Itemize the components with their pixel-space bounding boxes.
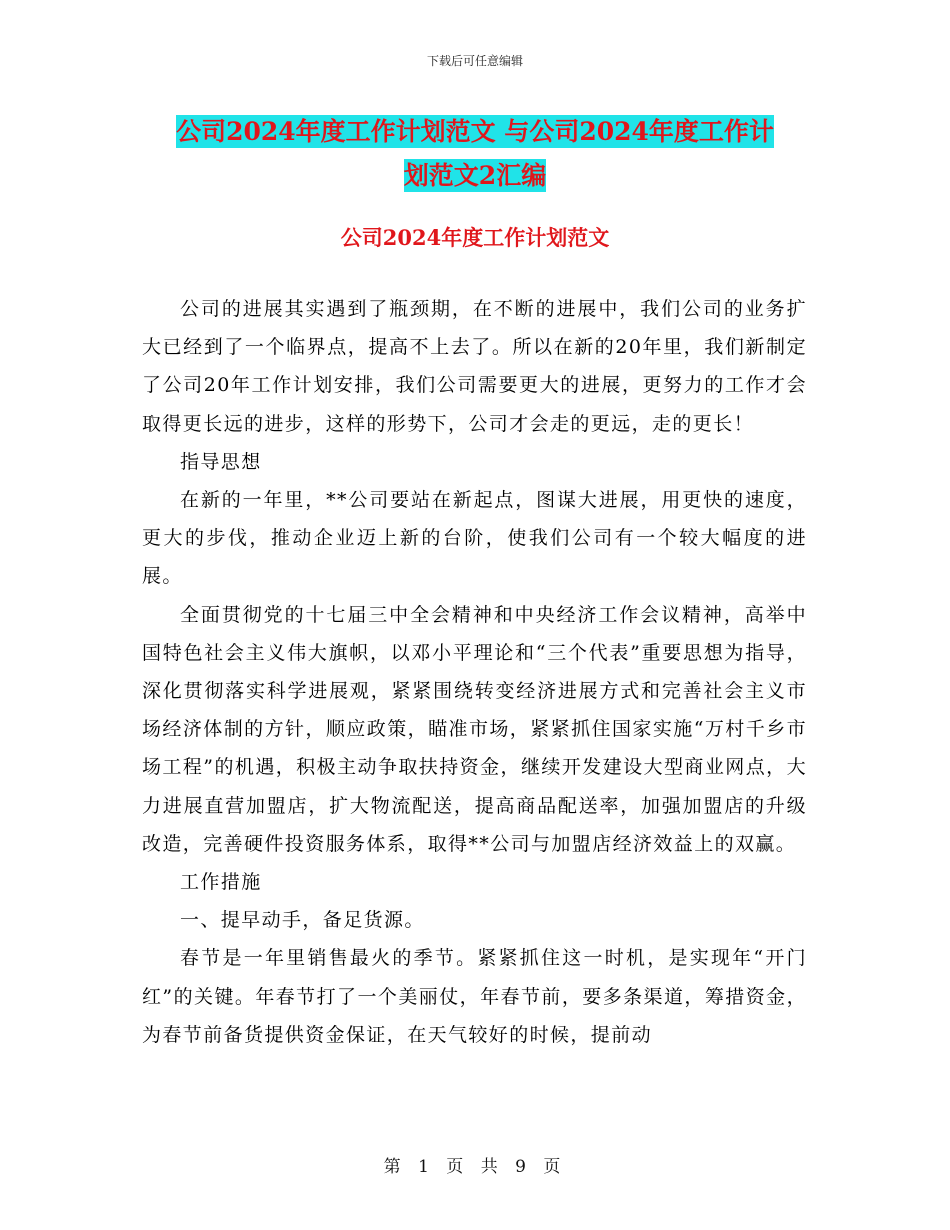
section-title: 公司2024年度工作计划范文 (340, 225, 610, 250)
paragraph-new-year: 在新的一年里，**公司要站在新起点，图谋大进展，用更快的速度，更大的步伐，推动企业迈上新的台阶，使我们公司有一个较大幅度的进展。 (142, 489, 807, 588)
heading-guiding-thought: 指导思想 (180, 450, 262, 473)
paragraph-intro: 公司的进展其实遇到了瓶颈期，在不断的进展中，我们公司的业务扩大已经到了一个临界点，提高不上去了。所以在新的20年里，我们新制定了公司20年工作计划安排，我们公司需要更大的进展，更努力的工作才会取得更长远的进步，这样的形势下，公司才会走的更远，走的更长！ (142, 298, 807, 435)
page-footer: 第 1 页 共 9 页 (383, 1157, 567, 1177)
header-note: 下载后可任意编辑 (426, 54, 523, 68)
document-title-line-1: 公司2024年度工作计划范文 与公司2024年度工作计 (176, 117, 774, 146)
heading-work-measures: 工作措施 (180, 871, 262, 894)
heading-measure-one: 一、提早动手，备足货源。 (180, 909, 425, 932)
document-title-line-2: 划范文2汇编 (403, 161, 547, 190)
paragraph-spring-festival: 春节是一年里销售最火的季节。紧紧抓住这一时机，是实现年“开门红”的关键。年春节打了一个美丽仗，年春节前，要多条渠道，筹措资金，为春节前备货提供资金保证，在天气较好的时候，提前动 (142, 947, 807, 1046)
document-title (130, 110, 820, 198)
body-text (142, 290, 807, 1054)
paragraph-policy: 全面贯彻党的十七届三中全会精神和中央经济工作会议精神，高举中国特色社会主义伟大旗帜，以邓小平理论和“三个代表”重要思想为指导，深化贯彻落实科学进展观，紧紧围绕转变经济进展方式和完善社会主义市场经济体制的方针，顺应政策，瞄准市场，紧紧抓住国家实施“万村千乡市场工程”的机遇，积极主动争取扶持资金，继续开发建设大型商业网点，大力进展直营加盟店，扩大物流配送，提高商品配送率，加强加盟店的升级改造，完善硬件投资服务体系，取得**公司与加盟店经济效益上的双赢。 (142, 603, 807, 855)
